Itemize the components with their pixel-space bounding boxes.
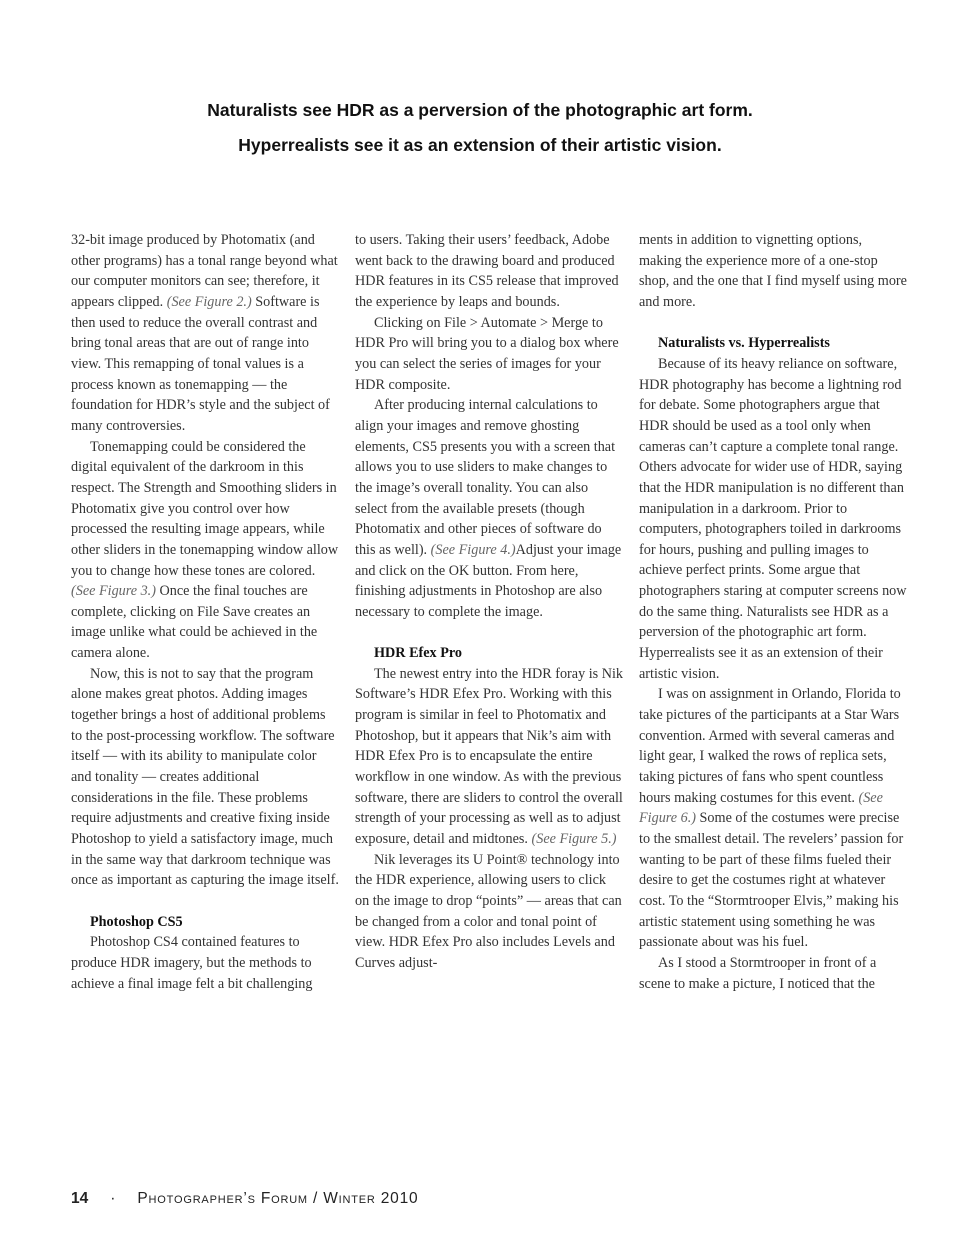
paragraph: ments in addition to vignetting options, making the experience more of a one-stop shop, and the one that I find myself using more and more.	[639, 232, 907, 310]
column-3	[639, 230, 907, 994]
paragraph: Tonemapping could be considered the digital equivalent of the darkroom in this respect. The Strength and Smoothing sliders in Photomatix give you control over how processed the resulting image appears, while other sliders in the tonemapping window allow you to change how these tones are colored. (See Figure 3.) Once the final touches are complete, clicking on File Save creates an image unlike what could be achieved in the camera alone.	[71, 438, 339, 662]
column-2	[355, 230, 623, 974]
page-number: 14	[71, 1190, 89, 1207]
paragraph: Because of its heavy reliance on software, HDR photography has become a lightning rod for debate. Some photographers argue that HDR should be used as a tool only when cameras can’t capture a complete tonal range. Others advocate for wider use of HDR, saying that the HDR manipulation is no different than manipulation in a darkroom. Prior to computers, photographers toiled in darkrooms for hours, pushing and pulling images to achieve perfect prints. Some argue that photographers staring at computer screens now do the same thing. Naturalists see HDR as a perversion of the photographic art form. Hyperrealists see it as an extension of their artistic vision.	[639, 355, 907, 682]
pull-quote-line-1: Naturalists see HDR as a perversion of the photographic art form.	[207, 100, 753, 120]
paragraph: As I stood a Stormtrooper in front of a scene to make a picture, I noticed that the	[639, 954, 877, 992]
paragraph: Clicking on File > Automate > Merge to HDR Pro will bring you to a dialog box where you can select the series of images for your HDR composite.	[355, 314, 619, 393]
figure-reference: (See Figure 4.)	[430, 541, 516, 558]
column-1	[71, 230, 339, 994]
pull-quote-line-2: Hyperrealists see it as an extension of their artistic vision.	[238, 135, 722, 155]
paragraph: Nik leverages its U Point® technology into the HDR experience, allowing users to click on the image to drop “points” — areas that can be changed from a color and tonal point of view. HDR Efex Pro also includes Levels and Curves adjust-	[355, 851, 622, 971]
figure-reference: (See Figure 3.)	[71, 583, 156, 600]
page-footer	[71, 1190, 418, 1208]
section-heading-naturalists: Naturalists vs. Hyperrealists	[658, 335, 830, 352]
paragraph: 32-bit image produced by Photomatix (and other programs) has a tonal range beyond what our computer monitors can see; therefore, it appears clipped. (See Figure 2.) Software is then used to reduce the overall contrast and bring tonal areas that are out of range into view. This remapping of tonal values is a process known as tonemapping — the foundation for HDR’s style and the subject of many controversies.	[71, 232, 338, 434]
paragraph: Now, this is not to say that the program alone makes great photos. Adding images together brings a host of additional problems to the post-processing workflow. The software itself — with its ability to manipulate color and tonality — creates additional considerations in the file. These problems require adjustments and creative fixing inside Photoshop to yield a satisfactory image, much in the same way that darkroom technique was once as important as capturing the image itself.	[71, 665, 339, 889]
paragraph: to users. Taking their users’ feedback, Adobe went back to the drawing board and produced HDR features in its CS5 release that improved the experience by leaps and bounds.	[355, 232, 619, 310]
paragraph: I was on assignment in Orlando, Florida to take pictures of the participants at a Star Wars convention. Armed with several cameras and light gear, I walked the rows of replica sets, taking pictures of fans who spent countless hours making costumes for this event. (See Figure 6.) Some of the costumes were precise to the smallest detail. The revelers’ passion for wanting to be part of these films fueled their desire to get the costumes right at whatever cost. To the “Stormtrooper Elvis,” making his artistic statement using something he was passionate about was his fuel.	[639, 686, 904, 951]
publication-name: Photographer’s Forum / Winter 2010	[137, 1190, 419, 1207]
paragraph: The newest entry into the HDR foray is Nik Software’s HDR Efex Pro. Working with this program is similar in feel to Photomatix and Photoshop, but it appears that Nik’s aim with HDR Efex Pro is to encapsulate the entire workflow in one window. As with the previous software, there are sliders to control the overall strength of your processing as well as to adjust exposure, detail and midtones. (See Figure 5.)	[355, 665, 624, 848]
figure-reference: (See Figure 2.)	[166, 293, 252, 310]
paragraph: Photoshop CS4 contained features to produce HDR imagery, but the methods to achieve a final image felt a bit challenging	[71, 934, 313, 992]
figure-reference: (See Figure 5.)	[531, 831, 617, 848]
footer-separator: ·	[110, 1190, 116, 1207]
section-heading-hdr-efex-pro: HDR Efex Pro	[374, 645, 462, 662]
figure-reference: (See Figure 6.)	[639, 789, 883, 827]
section-heading-photoshop-cs5: Photoshop CS5	[90, 913, 183, 930]
paragraph: After producing internal calculations to align your images and remove ghosting elements, CS5 presents you with a screen that allows you to use sliders to make changes to the image’s overall tonality. You can also select from the available presets (though Photomatix and other pieces of software do this as well). (See Figure 4.)Adjust your image and click on the OK button. From here, finishing adjustments in Photoshop are also necessary to complete the image.	[355, 397, 622, 620]
pull-quote	[0, 93, 960, 163]
